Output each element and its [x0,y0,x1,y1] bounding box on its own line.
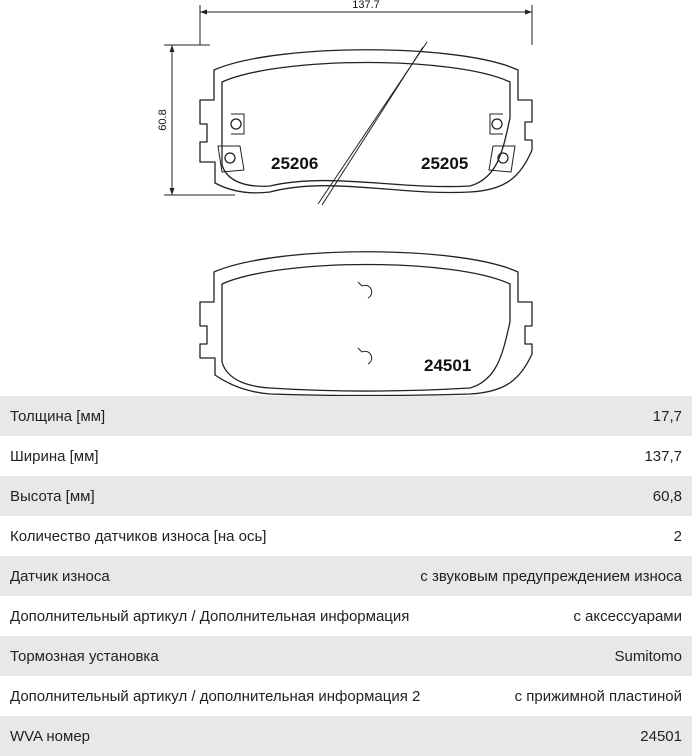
spec-row-height [0,476,692,516]
spec-row-wear-sensor [0,556,692,596]
spec-label: Ширина [мм] [10,447,99,465]
spec-label: Дополнительный артикул / дополнительная информация 2 [10,687,421,705]
spec-value: 137,7 [644,447,682,465]
bottom-brake-pad [200,252,532,396]
spec-row-wva-number [0,716,692,756]
section-cut-line [318,42,427,205]
bottom-pad-number: 24501 [424,356,472,375]
width-dimension [200,5,532,45]
height-dimension-label: 60.8 [157,109,169,131]
spec-row-thickness [0,396,692,436]
spec-value: с прижимной пластиной [514,687,682,705]
spec-label: Толщина [мм] [10,407,106,425]
width-dimension-label: 137.7 [352,0,380,11]
specifications-table [0,396,692,756]
spec-value: с звуковым предупреждением износа [420,567,682,585]
spec-label: WVA номер [10,727,91,745]
spec-value: Sumitomo [614,647,682,665]
spec-value: 60,8 [652,487,682,505]
spec-label: Высота [мм] [10,487,95,505]
spec-row-width [0,436,692,476]
top-pad-right-number: 25205 [421,154,469,173]
spec-label: Датчик износа [10,567,110,585]
spec-label: Количество датчиков износа [на ось] [10,527,267,545]
spec-label: Тормозная установка [10,647,159,665]
top-brake-pad [200,50,532,193]
spec-label: Дополнительный артикул / Дополнительная информация [10,607,410,625]
spec-row-wear-sensor-count [0,516,692,556]
spec-row-brake-system [0,636,692,676]
spec-row-additional-info [0,596,692,636]
spec-value: с аксессуарами [573,607,682,625]
spec-value: 24501 [640,727,682,745]
spec-row-additional-info-2 [0,676,692,716]
spec-value: 17,7 [652,407,682,425]
top-pad-left-number: 25206 [271,154,319,173]
spec-value: 2 [673,527,682,545]
